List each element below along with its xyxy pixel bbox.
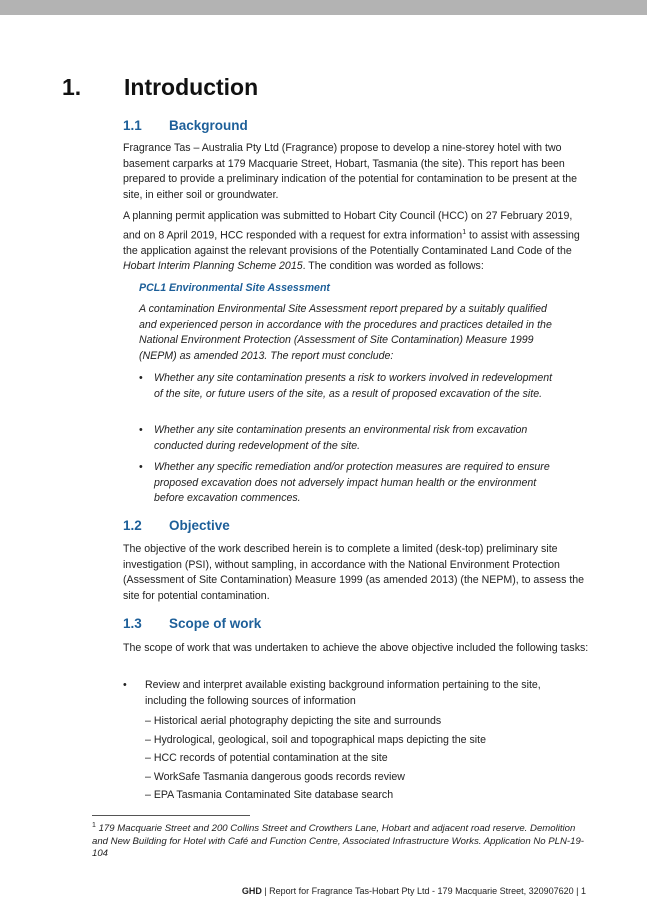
pcl-bullet-text: Whether any site contamination presents an environmental risk from excavation conducted during redevelopment of the site. <box>154 424 528 452</box>
pcl-bullet <box>139 371 559 402</box>
scope-paragraph: The scope of work that was undertaken to achieve the above objective included the following tasks: <box>123 642 589 654</box>
subsection-title: Objective <box>169 518 230 533</box>
pcl-bullet <box>139 423 559 454</box>
footer-text: | Report for Fragrance Tas-Hobart Pty Ltd - 179 Macquarie Street, 320907620 | 1 <box>261 886 586 896</box>
para2-text-b: to assist with assessing the application against the relevant provisions of the Potentially Contaminated Land Code of the <box>123 229 580 257</box>
pcl-bullet <box>139 460 559 507</box>
scope-bullet <box>123 678 583 709</box>
scope-subitem: – HCC records of potential contamination at the site <box>145 752 388 764</box>
background-paragraph-1: Fragrance Tas – Australia Pty Ltd (Fragrance) propose to develop a nine-storey hotel with two basement carparks at 179 Macquarie Street, Hobart, Tasmania (the site). This report has been prepared to provide a preliminary indication of the potential for contamination to be present at the site, in either soil or groundwater. <box>123 142 578 201</box>
scheme-name: Hobart Interim Planning Scheme 2015 <box>123 260 303 273</box>
footnote-divider <box>92 815 250 816</box>
pcl-title: PCL1 Environmental Site Assessment <box>139 282 330 294</box>
section-heading <box>62 74 258 101</box>
footnote-text: 179 Macquarie Street and 200 Collins Street and Crowthers Lane, Hobart and adjacent road reserve. Demolition and New Building for Hotel with Café and Function Centre, Associated Infrastructure Works. Application No PLN-19-104 <box>92 823 584 860</box>
objective-paragraph: The objective of the work described herein is to complete a limited (desk-top) preliminary site investigation (PSI), without sampling, in accordance with the National Environment Protection (Assessment of Site Contamination) Measure 1999 (as amended 2013) (the NEPM), to assess the site for potential contamination. <box>123 543 585 602</box>
subsection-heading-scope <box>123 616 261 631</box>
scope-subitem: – EPA Tasmania Contaminated Site database search <box>145 789 394 801</box>
footnote <box>92 820 592 861</box>
para2-text-a: A planning permit application was submitted to Hobart City Council (HCC) on 27 February 2019, and on 8 April 2019, HCC responded with a request for extra information <box>123 210 573 242</box>
bullet-icon: • <box>139 372 143 384</box>
subsection-number: 1.1 <box>123 118 142 133</box>
section-title: Introduction <box>124 74 259 100</box>
bullet-icon: • <box>139 424 143 436</box>
background-paragraph-2 <box>123 209 591 275</box>
footer-brand: GHD <box>241 886 262 896</box>
subsection-number: 1.2 <box>123 518 142 533</box>
subsection-number: 1.3 <box>123 616 142 631</box>
subsection-title: Scope of work <box>169 616 262 631</box>
subsection-heading-background <box>123 118 248 133</box>
page-footer <box>242 886 586 896</box>
scope-bullet-text: Review and interpret available existing background information pertaining to the site, including the following sources of information <box>145 679 541 707</box>
section-number: 1. <box>62 74 82 100</box>
para2-text-c: . The condition was worded as follows: <box>302 260 484 273</box>
footnote-marker: 1 <box>92 822 96 829</box>
subsection-title: Background <box>169 118 248 133</box>
bullet-icon: • <box>123 679 127 691</box>
subsection-heading-objective <box>123 518 230 533</box>
scope-subitem: – Historical aerial photography depicting the site and surrounds <box>145 715 442 727</box>
scope-subitem: – WorkSafe Tasmania dangerous goods records review <box>145 771 405 783</box>
pcl-bullet-text: Whether any site contamination presents a risk to workers involved in redevelopment of the site, or future users of the site, as a result of proposed excavation of the site. <box>154 372 553 400</box>
footnote-ref: 1 <box>462 228 467 236</box>
scope-subitem: – Hydrological, geological, soil and topographical maps depicting the site <box>145 734 486 746</box>
pcl-bullet-text: Whether any specific remediation and/or protection measures are required to ensure proposed excavation does not adversely impact human health or the environment before excavation commences. <box>154 461 550 504</box>
bullet-icon: • <box>139 461 143 473</box>
pcl-text: A contamination Environmental Site Assessment report prepared by a suitably qualified and experienced person in accordance with the procedures and practices detailed in the National Environment Protection (Assessment of Site Contamination) Measure 1999 (NEPM) as amended 2013. The report must conclude: <box>139 303 552 362</box>
